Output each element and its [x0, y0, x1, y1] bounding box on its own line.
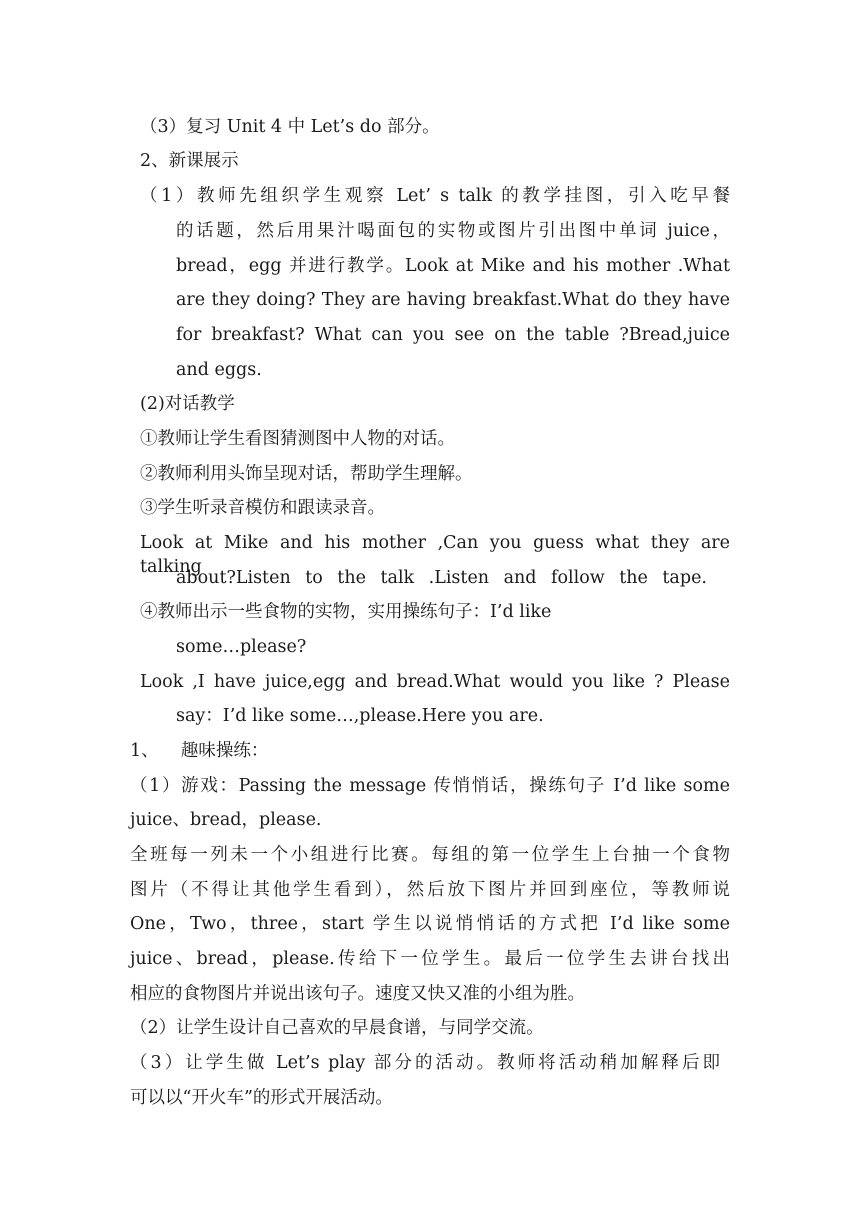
text-line-17: Look ,I have juice,egg and bread.What would you like ? Please	[140, 672, 730, 692]
text-line-23: 图片（不得让其他学生看到），然后放下图片并回到座位，等教师说	[130, 880, 730, 900]
text-line-12: ③学生听录音模仿和跟读录音。	[140, 498, 385, 518]
text-line-14: about?Listen to the talk .Listen and follow the tape.	[176, 568, 707, 588]
text-line-10: ①教师让学生看图猜测图中人物的对话。	[140, 429, 455, 449]
text-line-16: some…please?	[176, 637, 307, 657]
section-heading-dialogue: (2)对话教学	[140, 394, 235, 414]
text-line-13: Look at Mike and his mother ,Can you guess what they are talking	[140, 533, 730, 577]
text-line-22: 全班每一列未一个小组进行比赛。每组的第一位学生上台抽一个食物	[130, 845, 730, 865]
text-line-6: are they doing? They are having breakfast.What do they have	[176, 290, 730, 310]
text-line-29: 可以以“开火车”的形式开展活动。	[130, 1088, 393, 1108]
text-line-20: （1）游戏：Passing the message 传悄悄话，操练句子 I’d like some	[130, 776, 730, 796]
text-line-21: juice、bread，please.	[130, 810, 322, 830]
text-line-4: 的话题，然后用果汁喝面包的实物或图片引出图中单词 juice，	[176, 221, 730, 241]
section-heading-new-lesson: 2、新课展示	[140, 151, 239, 171]
text-line-3: （1）教师先组织学生观察 Let’ s talk 的教学挂图，引入吃早餐	[140, 186, 730, 206]
text-line-28: （3）让学生做 Let’s play 部分的活动。教师将活动稍加解释后即	[130, 1053, 720, 1073]
text-line-24: One，Two，three，start 学生以说悄悄话的方式把 I’d like some	[130, 914, 730, 934]
text-line-26: 相应的食物图片并说出该句子。速度又快又准的小组为胜。	[130, 984, 585, 1004]
text-line-25: juice、bread，please.传给下一位学生。最后一位学生去讲台找出	[130, 949, 730, 969]
text-line-7: for breakfast? What can you see on the table ?Bread,juice	[176, 325, 730, 345]
text-line-8: and eggs.	[176, 360, 262, 380]
text-line-1: （3）复习 Unit 4 中 Let’s do 部分。	[140, 117, 440, 137]
text-line-11: ②教师利用头饰呈现对话，帮助学生理解。	[140, 464, 473, 484]
text-line-27: （2）让学生设计自己喜欢的早晨食谱，与同学交流。	[130, 1018, 544, 1038]
text-line-18: say：I’d like some…,please.Here you are.	[176, 706, 544, 726]
text-line-5: bread，egg 并进行教学。Look at Mike and his mother .What	[176, 256, 730, 276]
text-line-15: ④教师出示一些食物的实物，实用操练句子：I’d like	[140, 602, 552, 622]
section-heading-practice: 1、 趣味操练：	[130, 741, 269, 761]
